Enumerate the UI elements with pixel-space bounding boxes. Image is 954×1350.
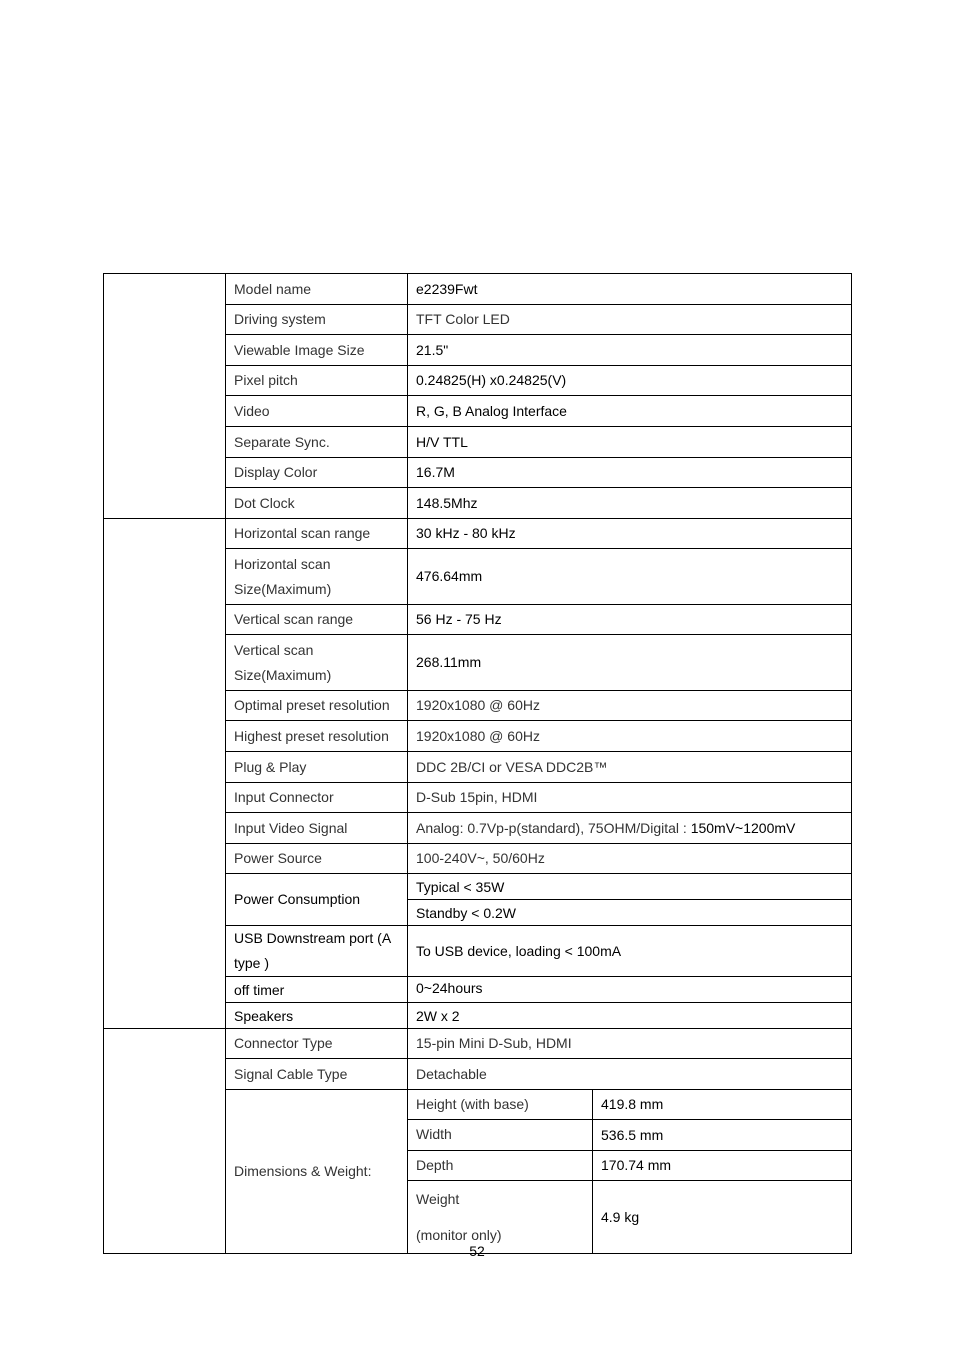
spec-value: D-Sub 15pin, HDMI [408, 783, 852, 813]
specifications-table [103, 273, 852, 1254]
spec-value-part: Analog: 0.7Vp-p(standard), 75OHM/Digital : [416, 819, 687, 836]
spec-sublabel: Height (with base) [408, 1090, 593, 1120]
spec-value: e2239Fwt [408, 274, 852, 305]
spec-value: 15-pin Mini D-Sub, HDMI [408, 1029, 852, 1059]
spec-value: 100-240V~, 50/60Hz [408, 844, 852, 874]
spec-label: Separate Sync. [226, 427, 408, 458]
spec-value: 0~24hours [408, 977, 852, 1003]
weight-label-line1: Weight [416, 1191, 460, 1207]
spec-value: 30 kHz - 80 kHz [408, 519, 852, 549]
spec-sublabel: Width [408, 1120, 593, 1151]
spec-label: Vertical scan Size(Maximum) [226, 635, 408, 691]
spec-label: Vertical scan range [226, 605, 408, 635]
group-cell [104, 519, 226, 1029]
spec-value: Detachable [408, 1059, 852, 1090]
spec-label: Dimensions & Weight: [226, 1090, 408, 1254]
spec-label: Horizontal scan Size(Maximum) [226, 549, 408, 605]
spec-value: H/V TTL [408, 427, 852, 458]
spec-value: R, G, B Analog Interface [408, 396, 852, 427]
spec-value: 16.7M [408, 458, 852, 488]
spec-label: Pixel pitch [226, 366, 408, 396]
spec-value: 148.5Mhz [408, 488, 852, 519]
weight-label-line2: (monitor only) [416, 1227, 502, 1243]
spec-value: Typical < 35W [408, 874, 852, 900]
spec-label: Horizontal scan range [226, 519, 408, 549]
spec-value: 2W x 2 [408, 1003, 852, 1029]
spec-value: To USB device, loading < 100mA [408, 926, 852, 977]
spec-value: 536.5 mm [593, 1120, 852, 1151]
spec-label: Input Connector [226, 783, 408, 813]
spec-label: Dot Clock [226, 488, 408, 519]
spec-label: Plug & Play [226, 752, 408, 783]
spec-label: Video [226, 396, 408, 427]
spec-value-part: 150mV~1200mV [690, 819, 796, 836]
spec-value: 476.64mm [408, 549, 852, 605]
spec-label: Driving system [226, 305, 408, 335]
spec-value: TFT Color LED [408, 305, 852, 335]
group-cell [104, 1029, 226, 1254]
spec-sublabel: Depth [408, 1151, 593, 1181]
table-row [104, 519, 852, 549]
spec-label: off timer [226, 977, 408, 1003]
spec-value [408, 813, 852, 844]
spec-value: 4.9 kg [593, 1181, 852, 1254]
spec-label: Power Consumption [226, 874, 408, 926]
table-row [104, 274, 852, 305]
spec-value: Standby < 0.2W [408, 900, 852, 926]
spec-label: USB Downstream port (A type ) [226, 926, 408, 977]
spec-label: Viewable Image Size [226, 335, 408, 366]
spec-value: 21.5" [408, 335, 852, 366]
spec-label: Highest preset resolution [226, 721, 408, 752]
spec-value: 56 Hz - 75 Hz [408, 605, 852, 635]
spec-label: Speakers [226, 1003, 408, 1029]
page-number: 52 [469, 1243, 485, 1259]
spec-label: Power Source [226, 844, 408, 874]
spec-label: Model name [226, 274, 408, 305]
spec-value: 419.8 mm [593, 1090, 852, 1120]
table-row [104, 1029, 852, 1059]
spec-value: 1920x1080 @ 60Hz [408, 721, 852, 752]
group-cell [104, 274, 226, 519]
spec-label: Display Color [226, 458, 408, 488]
spec-value: 170.74 mm [593, 1151, 852, 1181]
spec-label: Input Video Signal [226, 813, 408, 844]
spec-label: Signal Cable Type [226, 1059, 408, 1090]
spec-value: 268.11mm [408, 635, 852, 691]
spec-value: 0.24825(H) x0.24825(V) [408, 366, 852, 396]
spec-value: DDC 2B/CI or VESA DDC2B™ [408, 752, 852, 783]
spec-value: 1920x1080 @ 60Hz [408, 691, 852, 721]
spec-label: Connector Type [226, 1029, 408, 1059]
spec-label: Optimal preset resolution [226, 691, 408, 721]
